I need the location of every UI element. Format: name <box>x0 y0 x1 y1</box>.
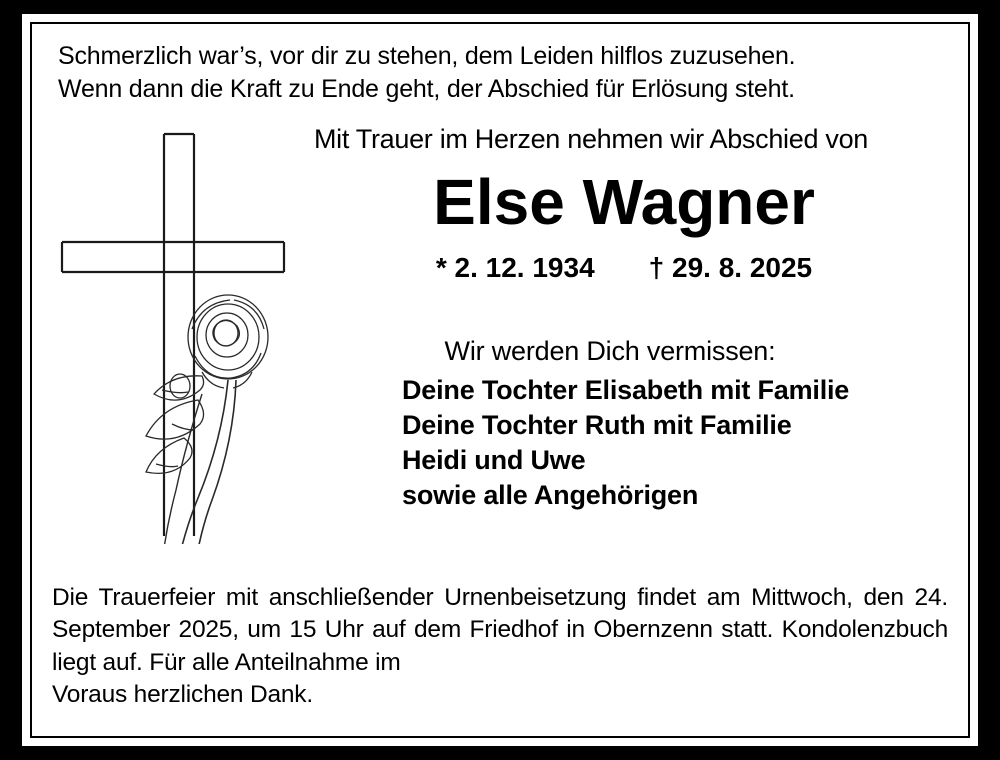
funeral-notice-paragraph: Die Trauerfeier mit anschließender Urnenbeisetzung findet am Mittwoch, den 24. September 2025, um 15 Uhr auf dem Friedhof in Obernzenn statt. Kondolenzbuch liegt auf. Für alle Anteilnahme im <box>52 583 948 676</box>
verse-line-1: Schmerzlich war’s, vor dir zu stehen, dem Leiden hilflos zuzusehen. <box>58 42 796 70</box>
list-item: Deine Tochter Ruth mit Familie <box>402 410 792 441</box>
birth-date: * 2. 12. 1934 <box>435 252 595 284</box>
notice-content <box>22 14 978 746</box>
death-date: † 29. 8. 2025 <box>648 252 813 284</box>
farewell-line: Wir werden Dich vermissen: <box>444 336 776 367</box>
life-dates <box>300 252 948 284</box>
deceased-name: Else Wagner <box>433 166 815 238</box>
funeral-notice <box>52 582 948 712</box>
memorial-verse <box>58 40 948 106</box>
funeral-notice-closing: Voraus herzlichen Dank. <box>52 681 313 709</box>
list-item: Deine Tochter Elisabeth mit Familie <box>402 375 850 406</box>
survivors-list <box>292 373 948 513</box>
middle-block <box>52 124 948 544</box>
main-text-block <box>292 124 948 514</box>
lead-line: Mit Trauer im Herzen nehmen wir Abschied von <box>313 124 869 154</box>
cross-and-rose-emblem <box>52 124 292 544</box>
list-item: Heidi und Uwe <box>402 445 586 476</box>
cross-icon <box>52 124 292 544</box>
verse-line-2: Wenn dann die Kraft zu Ende geht, der Abschied für Erlösung steht. <box>58 75 795 103</box>
list-item: sowie alle Angehörigen <box>402 480 699 511</box>
